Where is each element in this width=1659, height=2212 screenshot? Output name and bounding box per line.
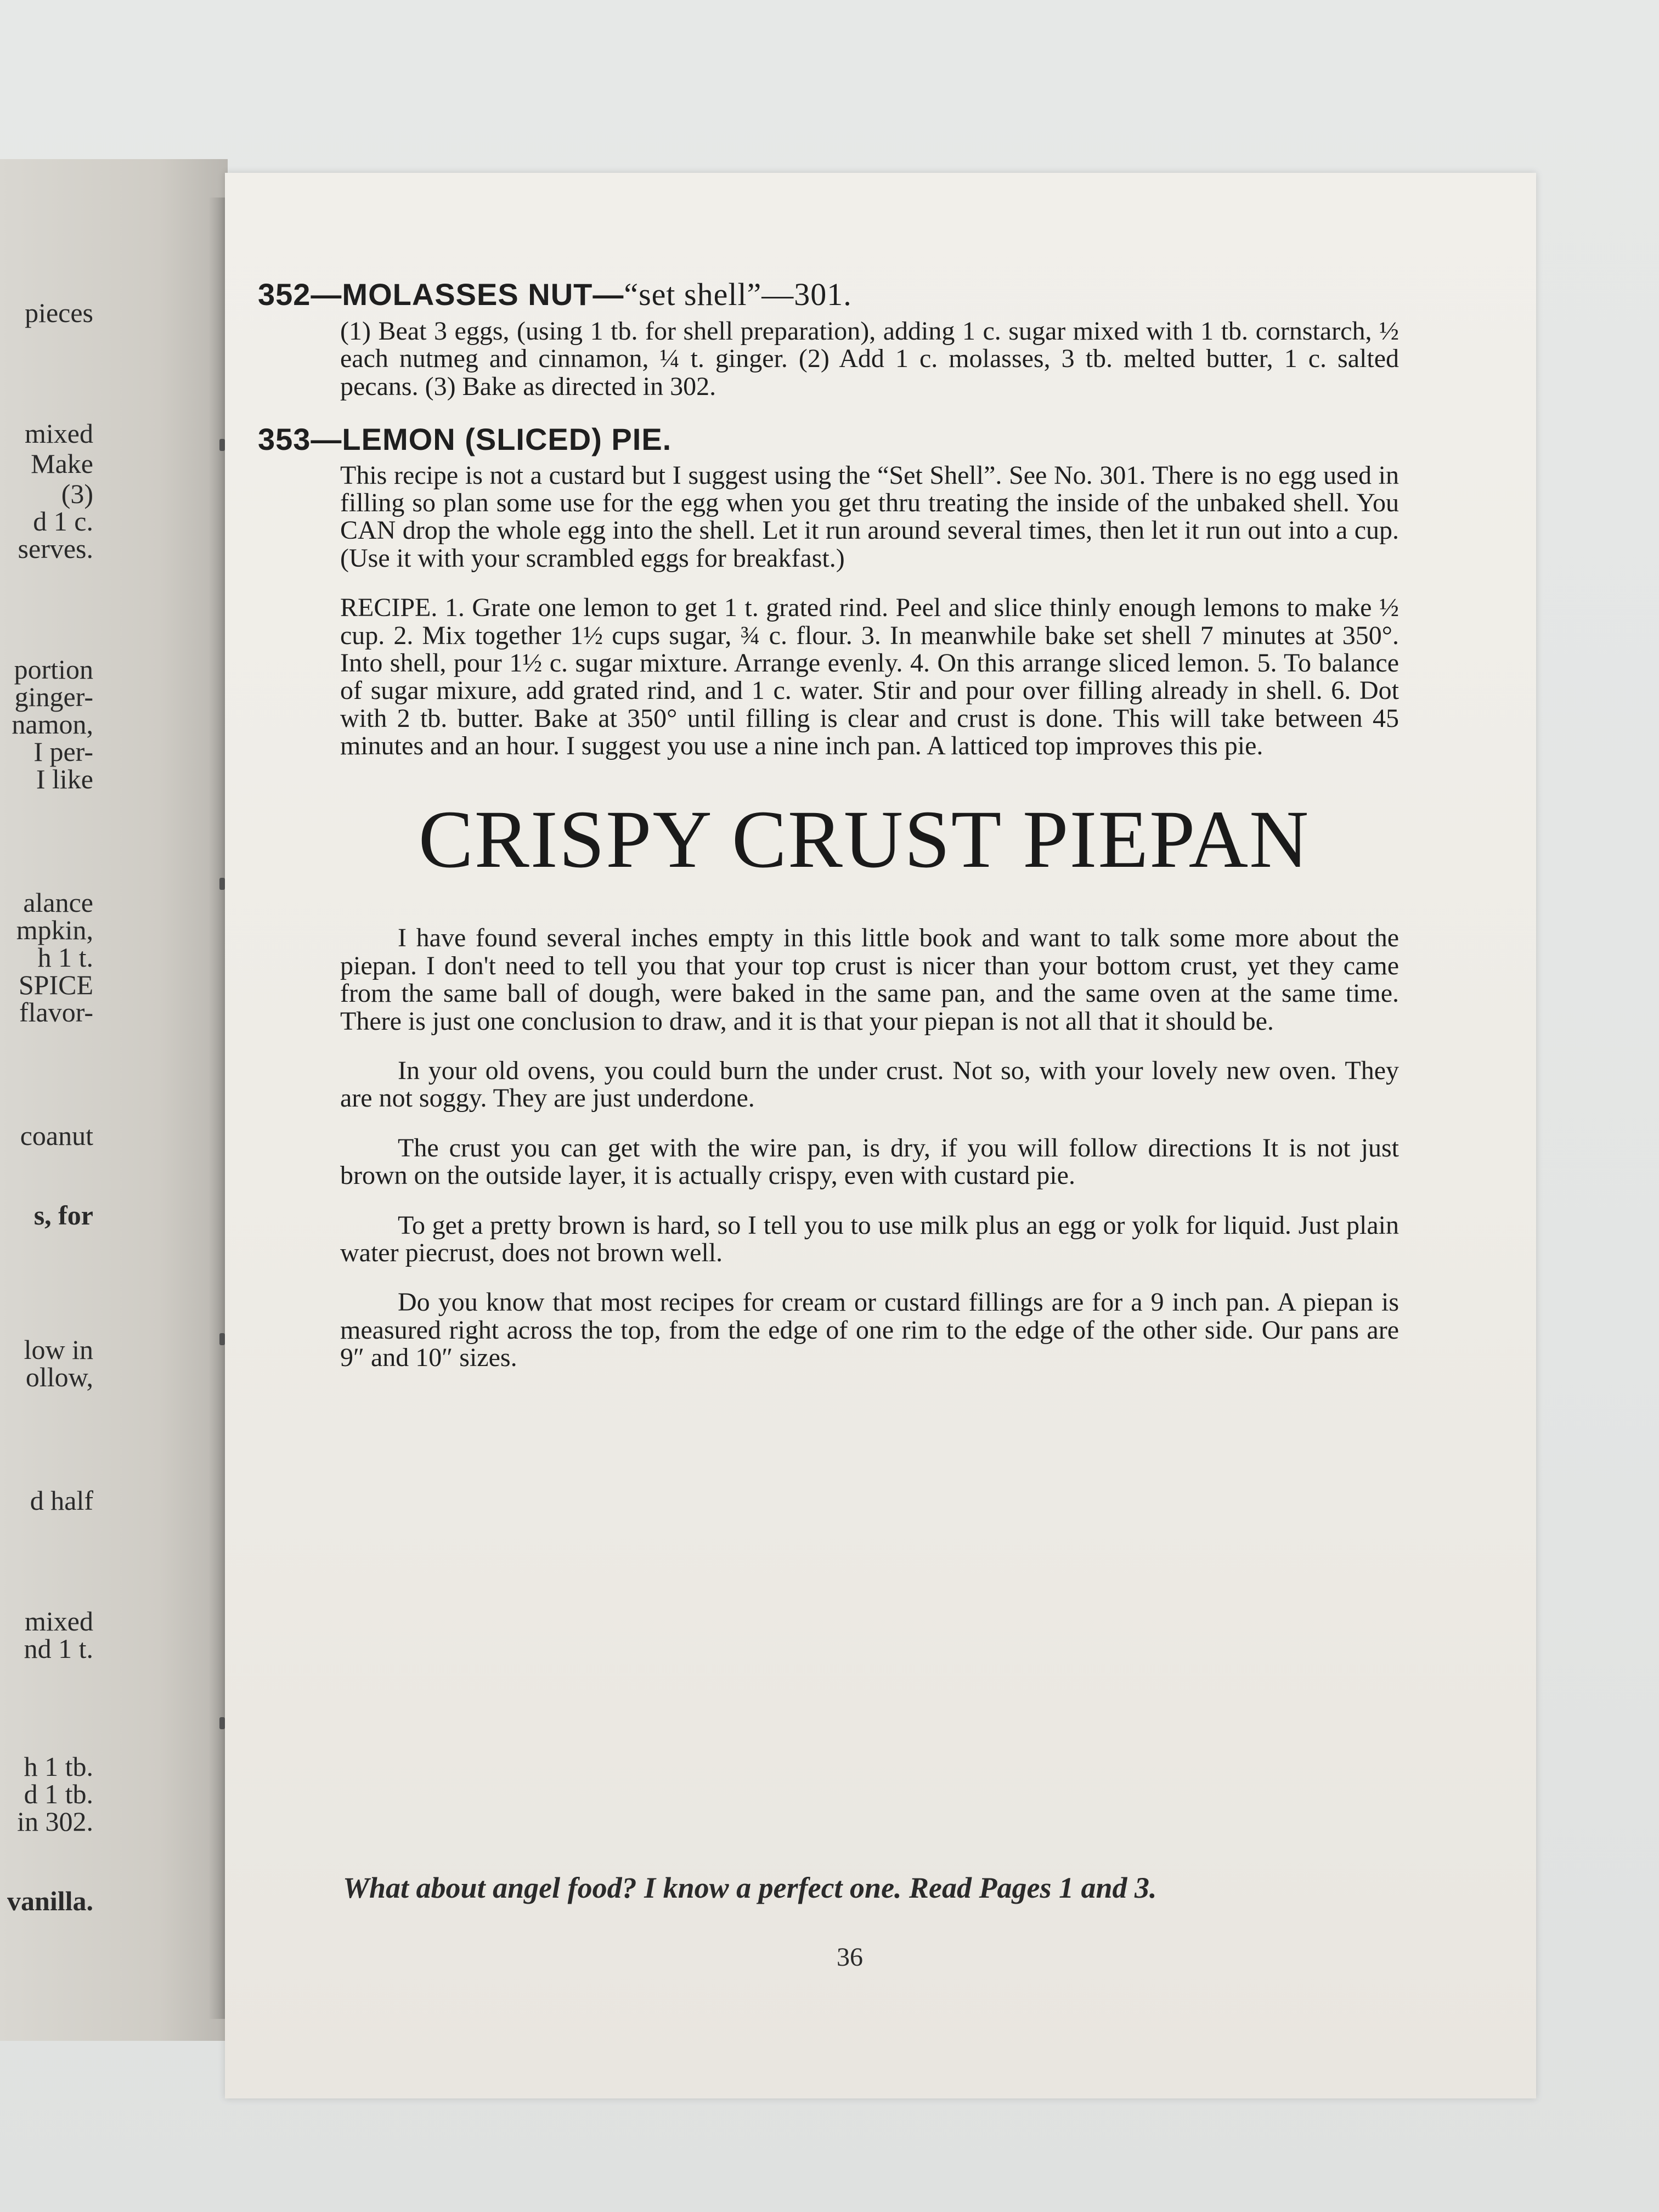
left-fragment: I like xyxy=(36,764,93,794)
left-fragment: serves. xyxy=(18,533,93,564)
left-fragment: d 1 tb. xyxy=(24,1779,93,1809)
left-fragment: portion xyxy=(14,654,93,685)
left-fragment: coanut xyxy=(20,1120,93,1151)
left-fragment: namon, xyxy=(12,709,93,740)
paragraph: The crust you can get with the wire pan, is dry, if you will follow directions It is not just brown on the outside layer, it is actually crispy, even with custard pie. xyxy=(340,1133,1399,1190)
staple xyxy=(219,1333,225,1345)
left-fragment: pieces xyxy=(25,297,93,328)
recipe-353-intro: This recipe is not a custard but I suggest using the “Set Shell”. See No. 301. There is no egg used in filling so plan some use for the egg when you get thru treating the inside of the unbaked shell. You CAN drop the whole egg into the shell. Let it run around several times, then let it run out into a cup. (Use it with your scrambled eggs for breakfast.) xyxy=(340,460,1399,573)
recipe-353-name: 353—LEMON (SLICED) PIE. xyxy=(258,421,672,456)
left-fragment: vanilla. xyxy=(7,1886,93,1916)
section-heading: CRISPY CRUST PIEPAN xyxy=(418,794,1310,885)
left-fragment: h 1 t. xyxy=(37,942,93,973)
left-fragment: s, for xyxy=(33,1200,93,1231)
left-fragment: in 302. xyxy=(17,1806,93,1837)
page-content xyxy=(258,276,1399,1394)
recipe-352-name: 352—MOLASSES NUT— xyxy=(258,277,624,312)
recipe-353-instructions: RECIPE. 1. Grate one lemon to get 1 t. grated rind. Peel and slice thinly enough lemons to make ½ cup. 2. Mix together 1½ cups sugar, ¾ c. flour. 3. In meanwhile bake set shell 7 minutes at 350°. Into shell, pour 1½ c. sugar mixture. Arrange evenly. 4. On this arrange sliced lemon. 5. To balance of sugar mixure, add grated rind, and 1 c. water. Stir and pour over filling already in shell. 6. Dot with 2 tb. butter. Bake at 350° until filling is clear and crust is done. This will take between 45 minutes and an hour. I suggest you use a nine inch pan. A latticed top improves this pie. xyxy=(340,593,1399,761)
left-fragment: mixed xyxy=(25,1606,93,1637)
left-fragment: mixed xyxy=(25,418,93,449)
recipe-352-body: (1) Beat 3 eggs, (using 1 tb. for shell preparation), adding 1 c. sugar mixed with 1 tb. cornstarch, ½ each nutmeg and cinnamon, ¼ t. ginger. (2) Add 1 c. molasses, 3 tb. melted butter, 1 c. salted pecans. (3) Bake as directed in 302. xyxy=(340,316,1399,401)
left-fragment: I per- xyxy=(33,736,93,767)
left-fragment: Make xyxy=(31,448,93,479)
left-fragment: SPICE xyxy=(18,969,93,1000)
recipe-352-ref: “set shell”—301. xyxy=(624,276,852,312)
left-fragment: mpkin, xyxy=(16,915,93,945)
left-fragment: (3) xyxy=(61,478,93,509)
staple xyxy=(219,439,225,451)
page-number: 36 xyxy=(837,1943,863,1972)
paragraph: I have found several inches empty in this little book and want to talk some more about the piepan. I don't need to tell you that your top crust is nicer than your bottom crust, yet they came from the same ball of dough, were baked in the same pan, and the same oven at the same time. There is just one conclusion to draw, and it is that your piepan is not all that it should be. xyxy=(340,923,1399,1036)
left-fragment: d 1 c. xyxy=(33,506,93,537)
left-facing-page xyxy=(0,159,228,2041)
left-fragment: nd 1 t. xyxy=(24,1633,93,1664)
paragraph: To get a pretty brown is hard, so I tell you to use milk plus an egg or yolk for liquid. Just plain water piecrust, does not brown well. xyxy=(340,1210,1399,1267)
footer-note: What about angel food? I know a perfect one. Read Pages 1 and 3. xyxy=(343,1871,1157,1904)
left-fragment: low in xyxy=(24,1334,93,1365)
left-fragment: flavor- xyxy=(19,997,93,1028)
left-fragment: ollow, xyxy=(25,1362,93,1392)
paragraph: In your old ovens, you could burn the under crust. Not so, with your lovely new oven. They are not soggy. They are just underdone. xyxy=(340,1056,1399,1113)
staple xyxy=(219,1717,225,1729)
left-fragment: alance xyxy=(23,887,93,918)
left-fragment: h 1 tb. xyxy=(24,1751,93,1782)
recipe-352-title xyxy=(258,277,1399,312)
left-fragment: d half xyxy=(30,1485,93,1516)
staple xyxy=(219,878,225,890)
book-page xyxy=(225,173,1536,2098)
left-fragment: ginger- xyxy=(14,681,93,712)
paragraph: Do you know that most recipes for cream or custard fillings are for a 9 inch pan. A piepan is measured right across the top, from the edge of one rim to the edge of the other side. Our pans are 9″ and 10″ sizes. xyxy=(340,1288,1399,1373)
recipe-353-title xyxy=(258,422,1399,456)
